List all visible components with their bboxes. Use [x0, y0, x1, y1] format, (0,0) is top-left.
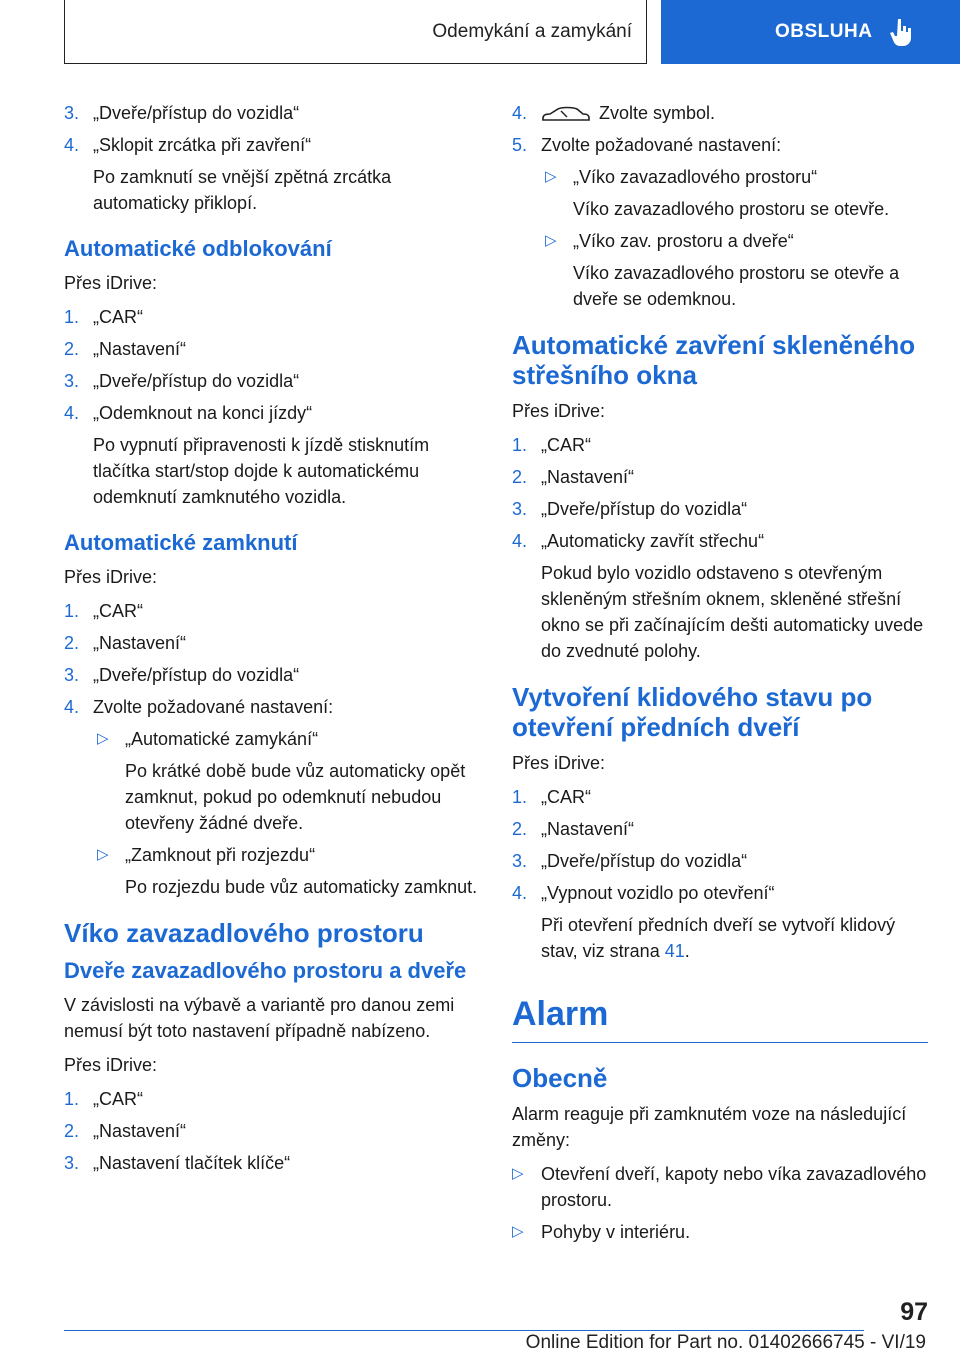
list-item: [64, 336, 484, 362]
sub-paragraph: Víko zavazadlového prostoru se otevře.: [573, 199, 890, 219]
idrive-label: Přes iDrive:: [512, 753, 606, 773]
list-item: [512, 496, 928, 522]
list-item: [64, 1086, 484, 1112]
heading-general: Obecně: [512, 1063, 608, 1093]
item-text: „Nastavení tlačítek klíče“: [93, 1153, 291, 1173]
paragraph: Po vypnutí připravenosti k jízdě stisknutím tlačítka start/stop dojde k automatickému odemknutí zamknutého vozidla.: [93, 435, 430, 507]
item-number: 1.: [64, 307, 80, 327]
heading-auto-unlock: Automatické odblokování: [64, 236, 332, 261]
list-item: [512, 848, 928, 874]
item-text: „Nastavení“: [93, 633, 187, 653]
list-item: [64, 368, 484, 394]
heading-alarm: Alarm: [512, 992, 928, 1043]
sub-item-text: „Zamknout při rozjezdu“: [125, 845, 316, 865]
bullet-text: Otevření dveří, kapoty nebo víka zavazadlového prostoru.: [541, 1164, 927, 1210]
item-number: 3.: [64, 1153, 80, 1173]
triangle-bullet-icon: ▷: [545, 232, 557, 249]
sub-item-text: „Víko zav. prostoru a dveře“: [573, 231, 794, 251]
item-number: 2.: [64, 1121, 80, 1141]
item-number: 4.: [512, 883, 528, 903]
list-item: [512, 816, 928, 842]
item-text: „Nastavení“: [93, 339, 187, 359]
list-item: [64, 630, 484, 656]
sub-paragraph: Po krátké době bude vůz automaticky opět zamknut, pokud po odemknutí nebudou otevřeny žádné dveře.: [125, 761, 466, 833]
item-number: 4.: [512, 103, 528, 123]
list-item: [512, 784, 928, 810]
item-number: 1.: [512, 787, 528, 807]
item-number: 1.: [64, 1089, 80, 1109]
footer-edition: Online Edition for Part no. 01402666745 - VI/19: [525, 1332, 926, 1353]
footer-divider: [64, 1330, 864, 1331]
item-text: „Nastavení“: [541, 819, 635, 839]
item-text: Zvolte požadované nastavení:: [93, 697, 334, 717]
page-link[interactable]: 41: [664, 941, 685, 961]
list-item: [512, 100, 928, 126]
item-number: 3.: [512, 851, 528, 871]
list-item: [64, 1150, 484, 1176]
bullet-text: Pohyby v interiéru.: [541, 1222, 691, 1242]
idrive-label: Přes iDrive:: [64, 273, 158, 293]
item-number: 4.: [64, 697, 80, 717]
header-chapter-tab: [661, 0, 960, 64]
item-text: Zvolte požadované nastavení:: [541, 135, 782, 155]
item-text: „Dveře/přístup do vozidla“: [93, 371, 300, 391]
paragraph: Alarm reaguje při zamknutém voze na následující změny:: [512, 1104, 907, 1150]
header-section-title: Odemykání a zamykání: [432, 20, 632, 42]
idrive-label: Přes iDrive:: [64, 567, 158, 587]
item-number: 3.: [64, 103, 80, 123]
item-text: „Dveře/přístup do vozidla“: [93, 665, 300, 685]
paragraph-end: .: [684, 941, 690, 961]
item-text: „CAR“: [93, 307, 143, 327]
list-item: [64, 400, 484, 426]
item-text: „Dveře/přístup do vozidla“: [541, 499, 748, 519]
bullet-item: [512, 1161, 928, 1213]
right-column: [512, 100, 928, 1251]
item-number: 3.: [512, 499, 528, 519]
sub-item: [93, 726, 484, 752]
sub-paragraph: Víko zavazadlového prostoru se otevře a dveře se odemknou.: [573, 263, 900, 309]
list-item: [512, 132, 928, 158]
hand-pointer-icon: [890, 17, 914, 47]
item-text: „Sklopit zrcátka při zavření“: [93, 135, 312, 155]
item-text: Zvolte symbol.: [599, 103, 716, 123]
item-number: 1.: [64, 601, 80, 621]
heading-trunk-lid: Víko zavazadlového prostoru: [64, 918, 424, 948]
paragraph: Pokud bylo vozidlo odstaveno s otevřeným skleněným střešním oknem, skleněné střešní okno se při začínajícím dešti automaticky uvede do zvednuté polohy.: [541, 563, 924, 661]
item-number: 1.: [512, 435, 528, 455]
item-number: 2.: [64, 633, 80, 653]
triangle-bullet-icon: ▷: [97, 846, 109, 863]
car-icon: [541, 105, 591, 123]
list-item: [512, 880, 928, 906]
idrive-label: Přes iDrive:: [512, 401, 606, 421]
item-text: „CAR“: [541, 787, 591, 807]
left-column: [64, 100, 484, 1182]
list-item: [512, 528, 928, 554]
heading-rest-state: Vytvoření klidového stavu po otevření předních dveří: [512, 682, 873, 742]
list-item: [64, 662, 484, 688]
triangle-bullet-icon: ▷: [97, 730, 109, 747]
item-number: 2.: [64, 339, 80, 359]
list-item: [64, 694, 484, 720]
sub-item-text: „Víko zavazadlového prostoru“: [573, 167, 818, 187]
item-number: 4.: [64, 403, 80, 423]
header-chapter-title: OBSLUHA: [775, 21, 873, 42]
list-item: [64, 132, 484, 158]
item-text: „Odemknout na konci jízdy“: [93, 403, 313, 423]
triangle-bullet-icon: ▷: [512, 1165, 524, 1182]
heading-trunk-doors: Dveře zavazadlového prostoru a dveře: [64, 958, 467, 983]
page-number: 97: [900, 1298, 928, 1326]
paragraph: Po zamknutí se vnější zpětná zrcátka automaticky přiklopí.: [93, 167, 392, 213]
list-item: [512, 464, 928, 490]
list-item: [64, 304, 484, 330]
heading-auto-lock: Automatické zamknutí: [64, 530, 298, 555]
list-item: [64, 598, 484, 624]
item-text: „CAR“: [93, 601, 143, 621]
item-number: 4.: [512, 531, 528, 551]
item-text: „Dveře/přístup do vozidla“: [541, 851, 748, 871]
item-text: „Dveře/přístup do vozidla“: [93, 103, 300, 123]
paragraph: V závislosti na výbavě a variantě pro danou zemi nemusí být toto nastavení případně nabízeno.: [64, 995, 455, 1041]
list-item: [64, 1118, 484, 1144]
triangle-bullet-icon: ▷: [512, 1223, 524, 1240]
idrive-label: Přes iDrive:: [64, 1055, 158, 1075]
header-section-box: [64, 0, 647, 64]
paragraph-text: Při otevření předních dveří se vytvoří klidový stav, viz strana: [541, 915, 896, 961]
sub-item: [93, 842, 484, 868]
item-text: „Automaticky zavřít střechu“: [541, 531, 765, 551]
item-text: „Nastavení“: [93, 1121, 187, 1141]
item-text: „Vypnout vozidlo po otevření“: [541, 883, 775, 903]
item-number: 5.: [512, 135, 528, 155]
sub-item-text: „Automatické zamykání“: [125, 729, 319, 749]
bullet-item: [512, 1219, 928, 1245]
item-number: 3.: [64, 371, 80, 391]
item-text: „CAR“: [541, 435, 591, 455]
item-number: 3.: [64, 665, 80, 685]
item-number: 2.: [512, 819, 528, 839]
triangle-bullet-icon: ▷: [545, 168, 557, 185]
item-number: 2.: [512, 467, 528, 487]
item-text: „CAR“: [93, 1089, 143, 1109]
item-number: 4.: [64, 135, 80, 155]
sub-paragraph: Po rozjezdu bude vůz automaticky zamknut.: [125, 877, 478, 897]
list-item: [512, 432, 928, 458]
sub-item: [541, 228, 928, 254]
list-item: [64, 100, 484, 126]
paragraph: [541, 912, 928, 964]
sub-item: [541, 164, 928, 190]
heading-auto-roof-close: Automatické zavření skleněného střešního okna: [512, 330, 916, 390]
item-text: „Nastavení“: [541, 467, 635, 487]
